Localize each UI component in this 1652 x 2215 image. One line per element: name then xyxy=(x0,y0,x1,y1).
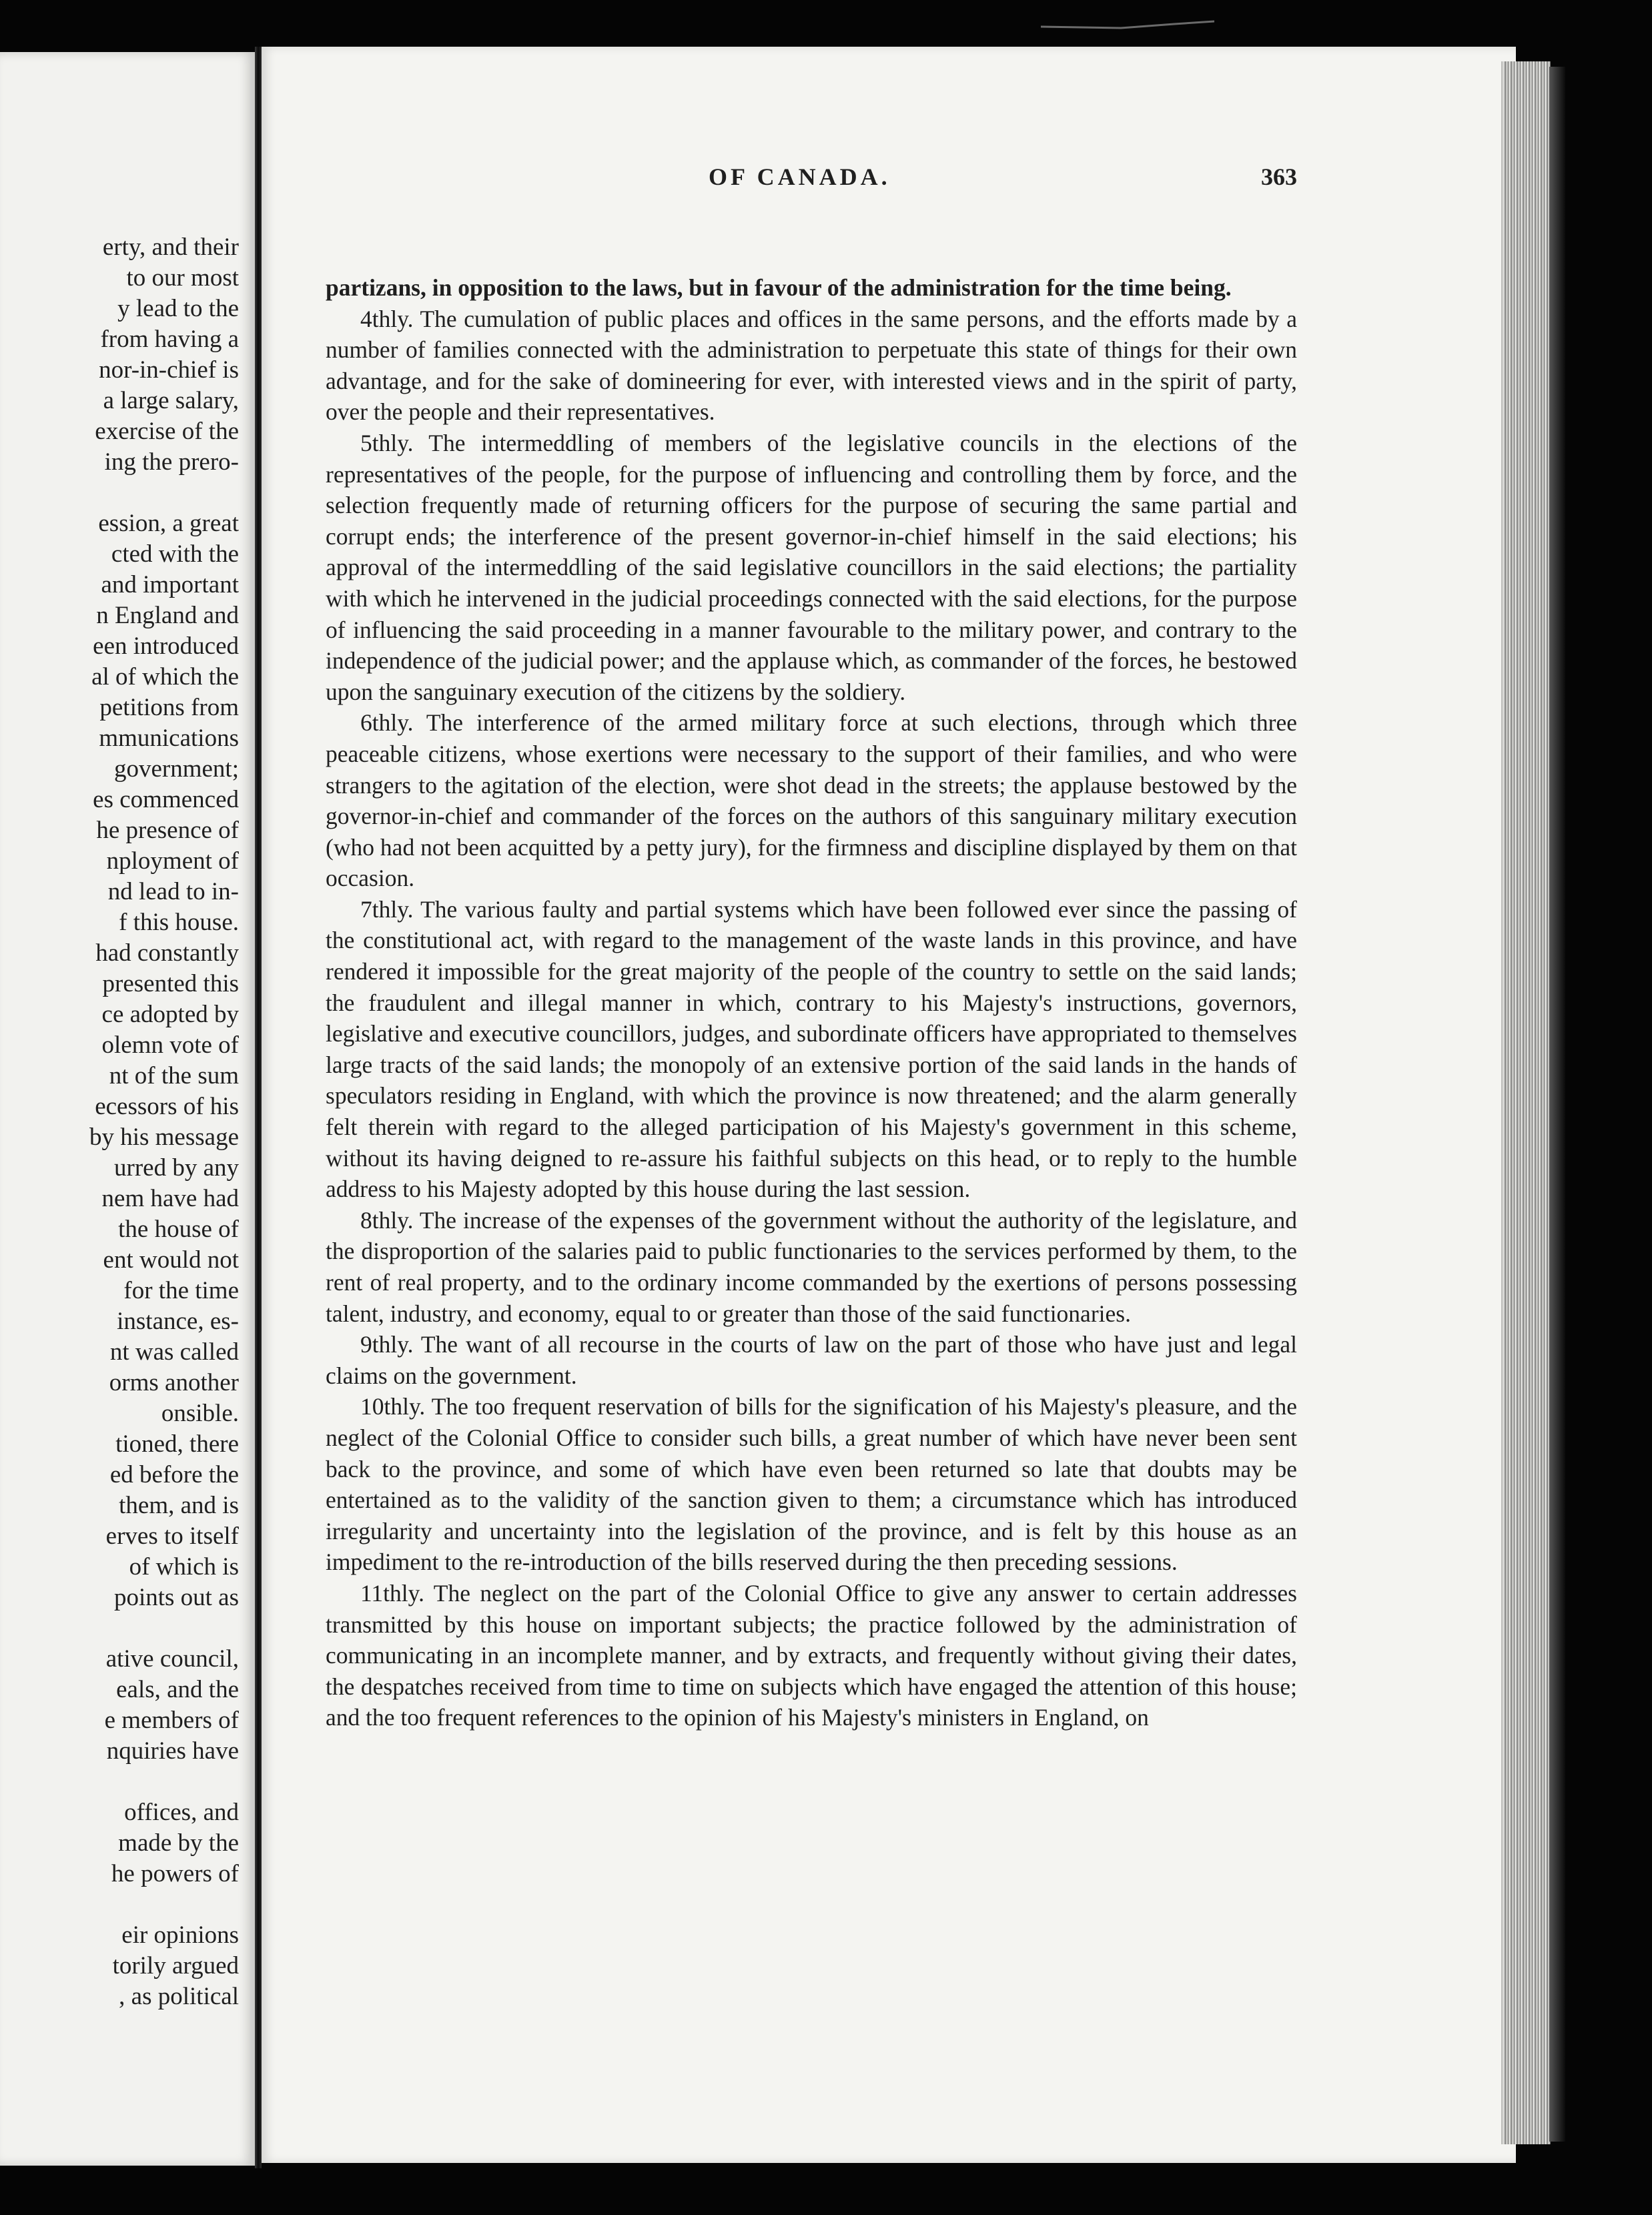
left-page-line: instance, es- xyxy=(117,1308,239,1335)
left-page-line: e members of xyxy=(104,1707,239,1734)
paragraph xyxy=(326,707,1297,894)
left-page-line: a large salary, xyxy=(103,387,239,414)
left-page-line xyxy=(12,1613,239,1644)
left-page-line: , as political xyxy=(119,1983,239,2010)
left-page-line: nquiries have xyxy=(106,1737,239,1765)
left-page-line: eir opinions xyxy=(121,1921,239,1949)
paragraph xyxy=(326,1578,1297,1733)
left-page-line: torily argued xyxy=(112,1952,239,1979)
left-page-line: and important xyxy=(101,571,239,598)
left-page-line: f this house. xyxy=(119,909,239,936)
page-crease-mark xyxy=(1041,20,1214,29)
left-page-line: ent would not xyxy=(103,1246,239,1274)
left-page-line: ecessors of his xyxy=(95,1093,239,1120)
running-title: OF CANADA. xyxy=(709,163,891,190)
paragraph-text: The interference of the armed military force at such elections, through which three peaceable citizens, whose exertions were necessary to the support of their families, and who were strangers to the agitation of the election, were shot dead in the streets; the applause bestowed by the governor-in-chief and commander of the forces on the authors of this sanguinary military execution (who had not been acquitted by a petty jury), for the firmness and discipline displayed by them on that occasion. xyxy=(326,709,1297,892)
left-page-line: olemn vote of xyxy=(101,1031,239,1059)
left-page xyxy=(0,52,255,2166)
left-page-line: ce adopted by xyxy=(101,1001,239,1028)
left-page-line: ative council, xyxy=(105,1645,239,1673)
left-page-line xyxy=(12,1889,239,1920)
left-page-line: orms another xyxy=(109,1369,239,1396)
left-page-line: nem have had xyxy=(101,1185,239,1212)
left-page-line: for the time xyxy=(123,1277,239,1304)
paragraph-ordinal: 8thly. xyxy=(360,1206,414,1234)
body-text xyxy=(326,272,1297,1733)
book-gutter xyxy=(255,47,262,2168)
paragraph-ordinal: 11thly. xyxy=(360,1579,424,1607)
paragraph-text: The various faulty and partial systems which have been followed ever since the passing of the constitutional act, with regard to the management of the waste lands in this province, and have rendered it impossible for the great majority of the people of the country to settle on the said lands; the fraudulent and illegal manner in which, contrary to his Majesty's instructions, governors, legislative and executive councillors, judges, and subordinate officers have appropriated to themselves large tracts of the said lands; the monopoly of an extensive portion of the said lands in the hands of speculators residing in England, with which the province is now threatened; and the alarm generally felt therein with regard to the alleged participation of his Majesty's government in this scheme, without its having deigned to re-assure his faithful subjects on this head, or to reply to the humble address to his Majesty adopted by this house during the last session. xyxy=(326,895,1297,1203)
paragraph xyxy=(326,1205,1297,1329)
paragraph-text: The neglect on the part of the Colonial Office to give any answer to certain addresses transmitted by this house on important subjects; the practice followed by the administration of communicating in an incomplete manner, and by extracts, and frequently without giving their dates, the despatches received from time to time on subjects which have engaged the attention of this house; and the too frequent references to the opinion of his Majesty's ministers in England, on xyxy=(326,1579,1297,1731)
paragraph-ordinal: 5thly. xyxy=(360,429,414,456)
paragraph-ordinal: 10thly. xyxy=(360,1393,426,1420)
paragraph xyxy=(326,428,1297,707)
left-page-line: ed before the xyxy=(109,1461,239,1488)
left-page-line: mmunications xyxy=(99,725,239,752)
left-page-line: nt of the sum xyxy=(109,1062,239,1089)
left-page-line: them, and is xyxy=(119,1492,239,1519)
running-head xyxy=(326,163,1297,203)
left-page-line xyxy=(12,1767,239,1797)
left-page-line: the house of xyxy=(118,1216,239,1243)
paragraph xyxy=(326,272,1297,304)
left-page-line: government; xyxy=(113,755,239,783)
left-page-line: he presence of xyxy=(96,817,239,844)
paragraph-text: partizans, in opposition to the laws, but in favour of the administration for the time being. xyxy=(326,274,1232,301)
left-page-line: cted with the xyxy=(111,540,239,568)
left-page-line: erves to itself xyxy=(105,1522,239,1550)
right-page xyxy=(262,47,1516,2163)
left-page-line: es commenced xyxy=(93,786,239,813)
left-page-line: y lead to the xyxy=(117,295,239,322)
paragraph-text: The want of all recourse in the courts of law on the part of those who have just and legal claims on the government. xyxy=(326,1331,1298,1389)
left-page-line: urred by any xyxy=(114,1154,239,1182)
left-page-text-fragments xyxy=(12,232,239,2012)
paragraph xyxy=(326,1391,1297,1578)
paragraph-text: The cumulation of public places and offices in the same persons, and the efforts made by a number of families connected with the administration to perpetuate this state of things for their own advantage, and for the sake of domineering for ever, with interested views and in the spirit of party, over the people and their representatives. xyxy=(326,305,1298,426)
left-page-line xyxy=(12,478,239,508)
left-page-line: ing the prero- xyxy=(104,448,239,476)
left-page-line: nployment of xyxy=(106,847,239,875)
left-page-line: nt was called xyxy=(109,1338,239,1366)
left-page-line: ession, a great xyxy=(98,510,239,537)
left-page-line: nor-in-chief is xyxy=(99,356,239,384)
left-page-line: tioned, there xyxy=(115,1430,239,1458)
paragraph xyxy=(326,1329,1297,1391)
left-page-line: erty, and their xyxy=(102,234,239,261)
paragraph-text: The increase of the expenses of the government without the authority of the legislature, and the disproportion of the salaries paid to public functionaries to the services performed by them, to the rent of real property, and to the ordinary income commanded by the exertions of persons possessing talent, industry, and economy, equal to or greater than those of the said functionaries. xyxy=(326,1206,1298,1327)
paragraph-ordinal: 6thly. xyxy=(360,709,414,737)
left-page-line: petitions from xyxy=(99,694,239,721)
left-page-line: eals, and the xyxy=(116,1676,239,1703)
paragraph-ordinal: 7thly. xyxy=(360,895,414,923)
page-edges xyxy=(1501,61,1551,2144)
paragraph xyxy=(326,304,1297,428)
left-page-line: al of which the xyxy=(91,663,239,691)
left-page-line: made by the xyxy=(118,1829,239,1857)
left-page-line: to our most xyxy=(126,264,239,292)
page-number: 363 xyxy=(1261,163,1297,190)
paragraph-text: The too frequent reservation of bills for the signification of his Majesty's pleasure, and the neglect of the Colonial Office to consider such bills, a great number of which have never been sent back to the province, and some of which have even been returned so late that doubts may be entertained as to the validity of the sanction given to them; a circumstance which has introduced irregularity and uncertainty into the legislation of the province, and is felt by this house as an impediment to the re-introduction of the bills reserved during the then preceding sessions. xyxy=(326,1393,1298,1576)
left-page-line: by his message xyxy=(89,1124,239,1151)
left-page-line: had constantly xyxy=(95,939,239,967)
left-page-line: nd lead to in- xyxy=(107,878,239,905)
left-page-line: points out as xyxy=(113,1584,239,1611)
paragraph-ordinal: 4thly. xyxy=(360,305,414,332)
left-page-line: from having a xyxy=(100,326,239,353)
left-page-line: offices, and xyxy=(124,1799,239,1826)
left-page-line: n England and xyxy=(96,602,239,629)
left-page-line: of which is xyxy=(129,1553,239,1581)
left-page-line: he powers of xyxy=(111,1860,239,1887)
left-page-line: exercise of the xyxy=(95,418,239,445)
paragraph xyxy=(326,894,1297,1205)
paragraph-ordinal: 9thly. xyxy=(360,1331,414,1358)
left-page-line: onsible. xyxy=(161,1400,239,1427)
page-edges-shadow xyxy=(1549,67,1565,2142)
left-page-line: presented this xyxy=(102,970,239,997)
paragraph-text: The intermeddling of members of the legislative councils in the elections of the representatives of the people, for the purpose of influencing and controlling them by force, and the selection frequently made of returning officers for the purpose of securing the same partial and corrupt ends; the interference of the present governor-in-chief himself in the said elections; his approval of the intermeddling of the said legislative councillors in the said elections; the partiality with which he intervened in the judicial proceedings connected with the said elections, for the purpose of influencing the said proceeding in a manner favourable to the military power, and contrary to the independence of the judicial power; and the applause which, as commander of the forces, he bestowed upon the sanguinary execution of the citizens by the soldiery. xyxy=(326,429,1297,705)
left-page-line: een introduced xyxy=(93,632,239,660)
